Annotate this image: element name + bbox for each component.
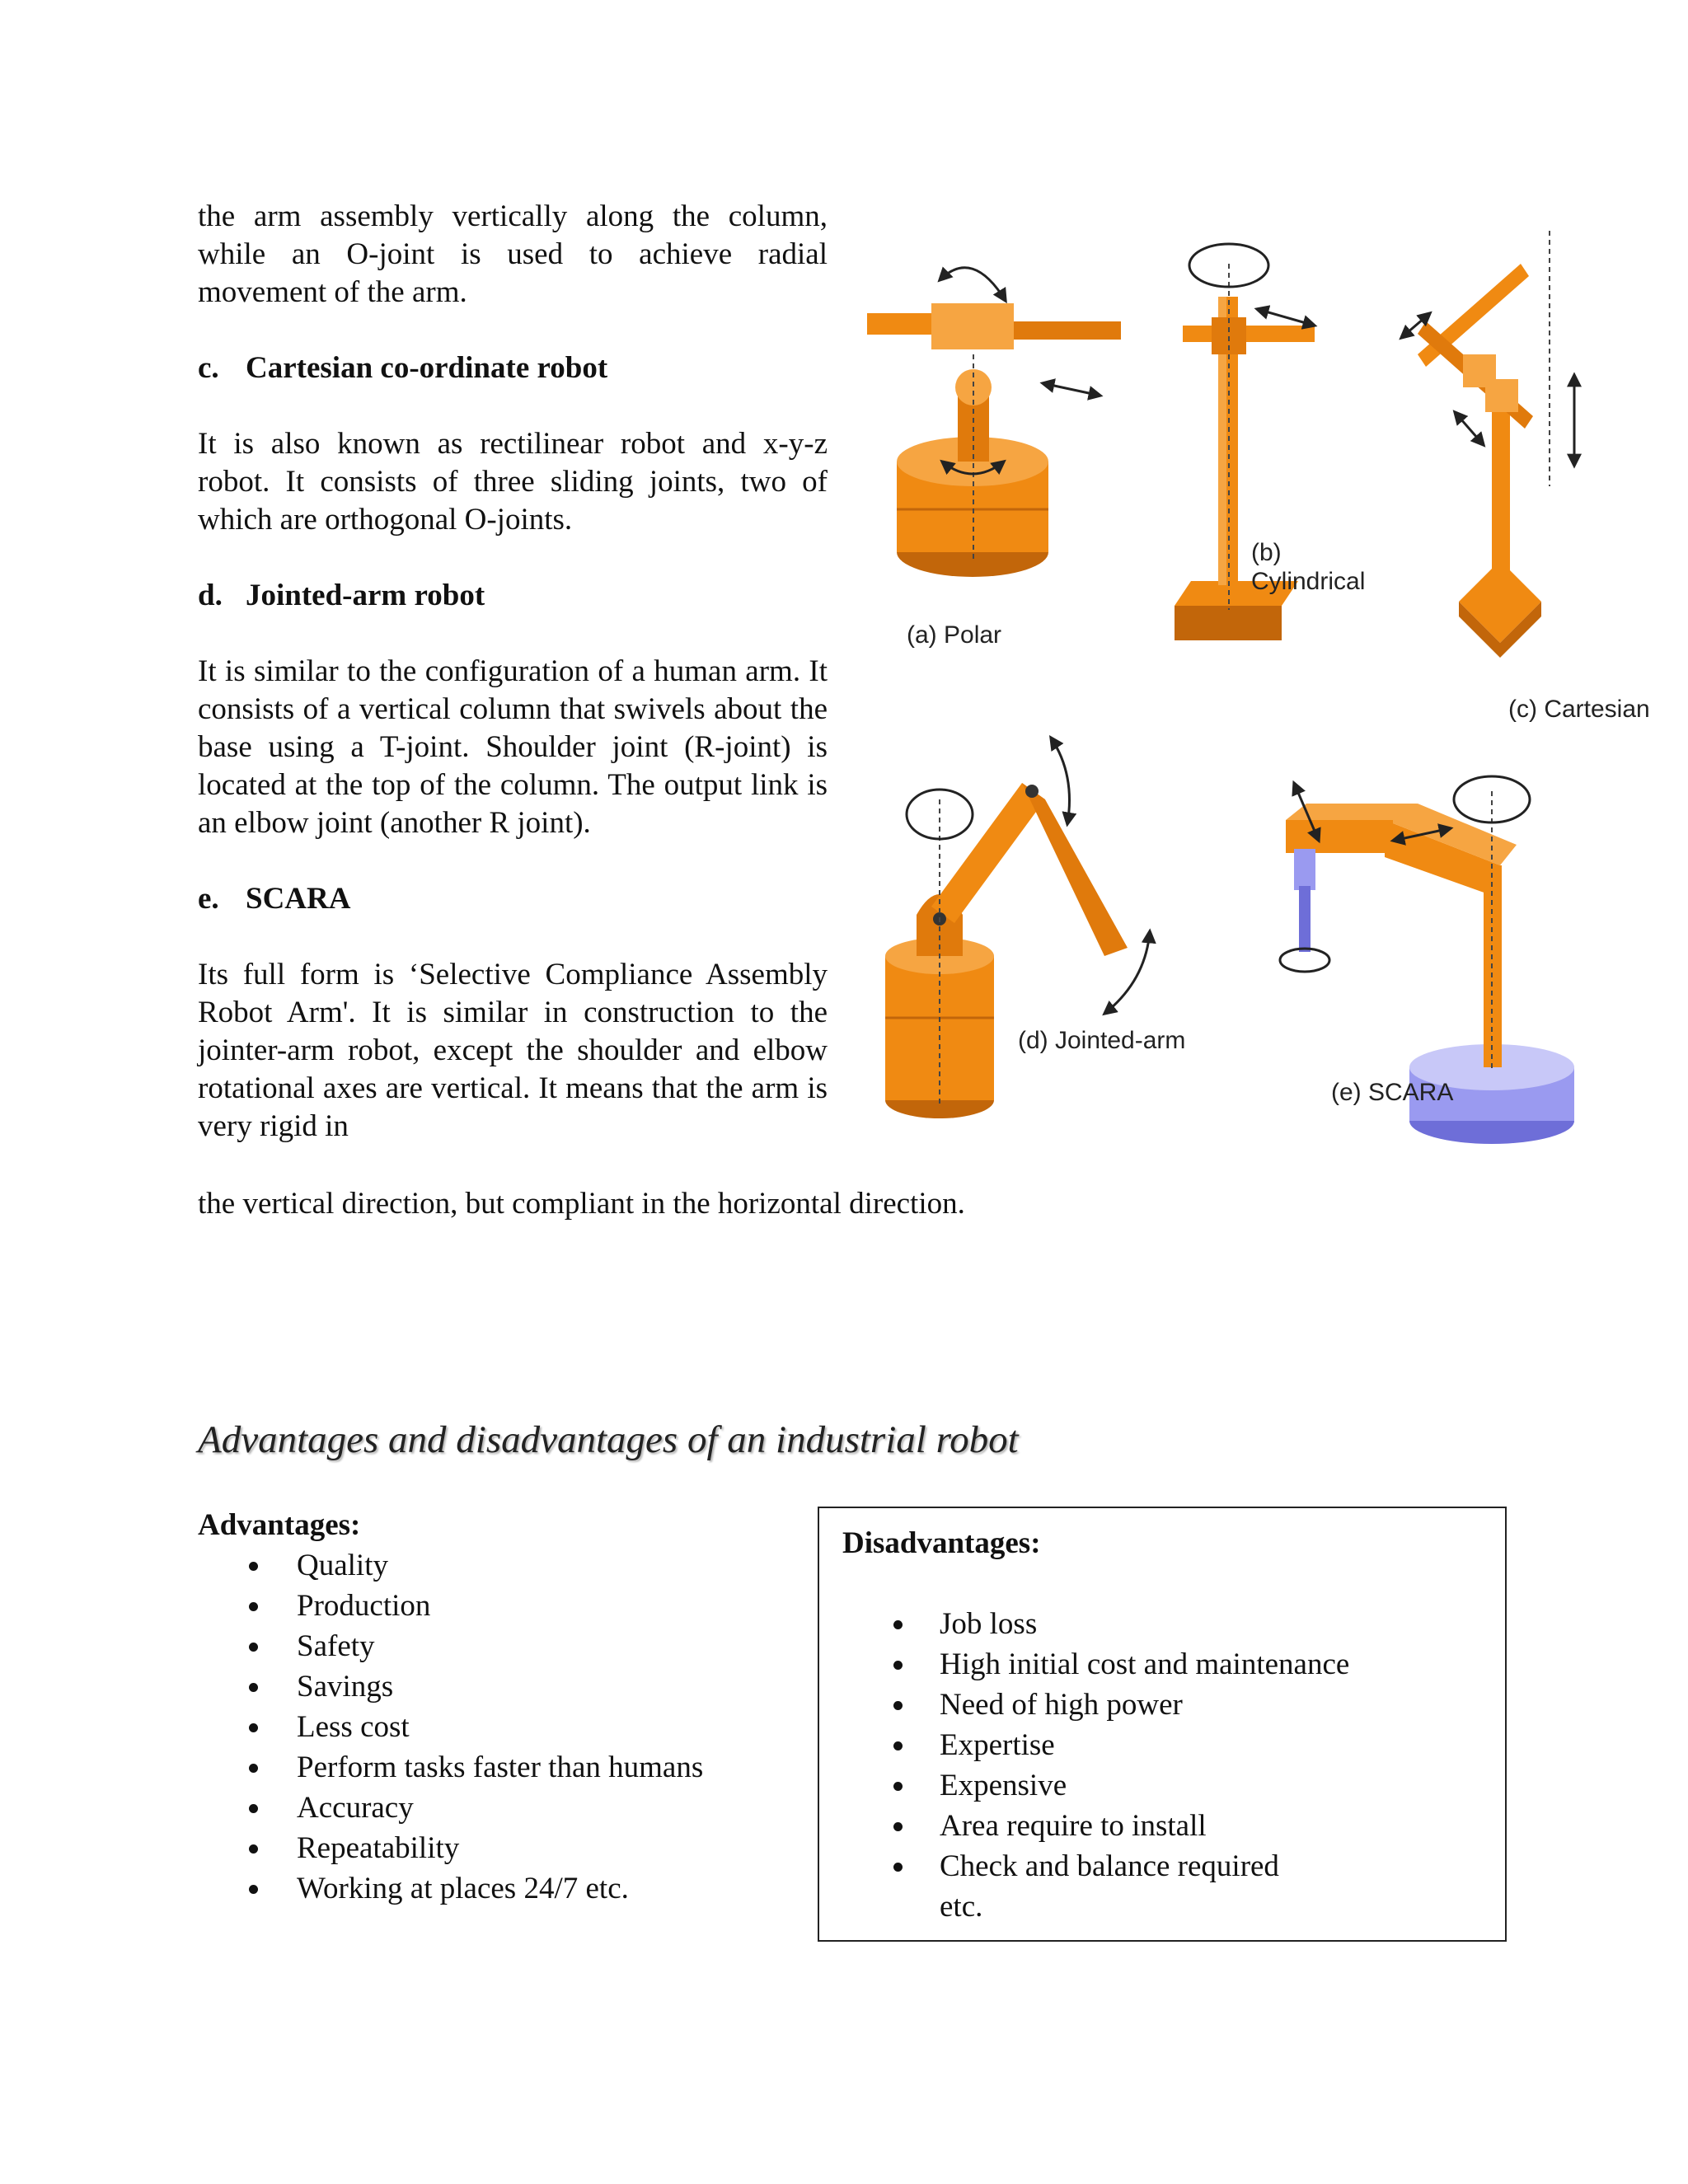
advantages-list-block	[198, 1505, 824, 1909]
list-item: Quality	[198, 1545, 824, 1586]
list-item: Production	[198, 1586, 824, 1626]
advantages-disadvantages-heading: Advantages and disadvantages of an industrial robot	[198, 1418, 1019, 1461]
list-item: Need of high power	[842, 1685, 1482, 1725]
jointed-arm-label: (d) Jointed-arm	[1018, 1027, 1186, 1054]
advantages-list	[198, 1545, 824, 1909]
list-item: Check and balance required	[842, 1846, 1482, 1886]
list-item: High initial cost and maintenance	[842, 1644, 1482, 1685]
cylindrical-label: Cylindrical	[1251, 568, 1366, 595]
jointed-arm-robot-drawing	[885, 738, 1150, 1118]
robot-configurations-figure	[857, 214, 1650, 1162]
cylindrical-label-letter: (b)	[1251, 539, 1282, 566]
list-item: Expensive	[842, 1765, 1482, 1806]
section-label: e.	[198, 882, 219, 916]
scara-continuation: the vertical direction, but compliant in the horizontal direction.	[198, 1187, 965, 1221]
section-body-scara: Its full form is ‘Selective Compliance Assembly Robot Arm'. It is similar in construction to the jointer-arm robot, except the shoulder and elbow rotational axes are vertical. It means that the arm is very rigid in	[198, 958, 828, 1143]
disadvantages-title: Disadvantages:	[842, 1526, 1041, 1560]
section-heading-scara	[198, 880, 828, 918]
list-item: Job loss	[842, 1604, 1482, 1644]
section-heading-jointed-arm	[198, 577, 828, 615]
section-title: SCARA	[246, 882, 351, 916]
list-item: Savings	[198, 1666, 824, 1707]
disadvantages-list	[842, 1604, 1482, 1886]
section-label: c.	[198, 351, 219, 385]
list-item: Perform tasks faster than humans	[198, 1747, 824, 1788]
list-item: Repeatability	[198, 1828, 824, 1868]
polar-robot-drawing	[867, 268, 1121, 577]
section-label: d.	[198, 579, 223, 612]
section-title: Cartesian co-ordinate robot	[246, 351, 608, 385]
disadvantages-trailing: etc.	[940, 1890, 983, 1924]
robot-types-text	[198, 198, 828, 1146]
section-body-jointed-arm: It is similar to the configuration of a human arm. It consists of a vertical column that swivels about the base using a T-joint. Shoulder joint (R-joint) is located at the top of the column. The output link is an elbow joint (another R joint).	[198, 654, 828, 840]
cartesian-robot-drawing	[1401, 231, 1574, 658]
list-item: Expertise	[842, 1725, 1482, 1765]
scara-label: (e) SCARA	[1331, 1079, 1454, 1106]
list-item: Accuracy	[198, 1788, 824, 1828]
advantages-title: Advantages:	[198, 1508, 361, 1542]
cartesian-label: (c) Cartesian	[1508, 696, 1650, 723]
list-item: Less cost	[198, 1707, 824, 1747]
list-item: Area require to install	[842, 1806, 1482, 1846]
list-item: Safety	[198, 1626, 824, 1666]
section-title: Jointed-arm robot	[246, 579, 485, 612]
section-heading-cartesian	[198, 349, 828, 387]
intro-paragraph: the arm assembly vertically along the column, while an O-joint is used to achieve radial movement of the arm.	[198, 199, 828, 309]
polar-label: (a) Polar	[907, 621, 1002, 649]
list-item: Working at places 24/7 etc.	[198, 1868, 824, 1909]
section-body-cartesian: It is also known as rectilinear robot and x-y-z robot. It consists of three sliding joints, two of which are orthogonal O-joints.	[198, 427, 828, 537]
disadvantages-box	[818, 1507, 1507, 1942]
